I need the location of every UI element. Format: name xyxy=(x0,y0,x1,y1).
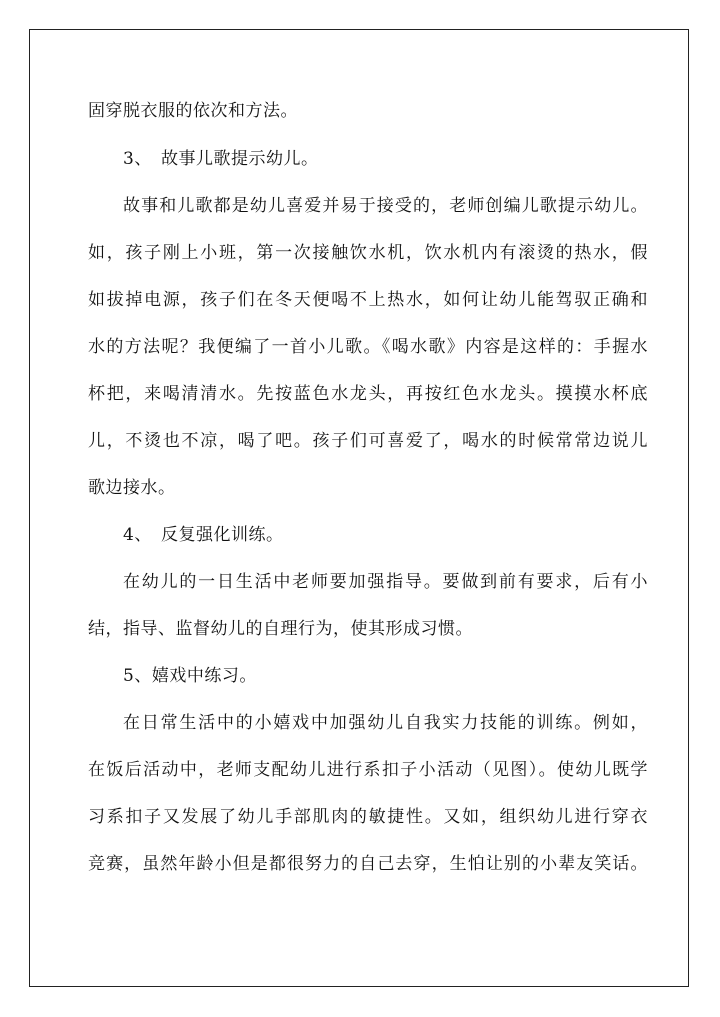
paragraph-line: 杯把，来喝清清水。先按蓝色水龙头，再按红色水龙头。摸摸水杯底 xyxy=(88,384,648,404)
paragraph-line: 在幼儿的一日生活中老师要加强指导。要做到前有要求，后有小 xyxy=(123,572,648,592)
paragraph-line: 竞赛，虽然年龄小但是都很努力的自己去穿，生怕让别的小辈友笑话。 xyxy=(88,854,648,874)
heading-number: 5、 xyxy=(123,666,152,686)
paragraph-line: 如，孩子刚上小班，第一次接触饮水机，饮水机内有滚烫的热水，假 xyxy=(88,243,648,263)
paragraph-line: 儿，不烫也不凉，喝了吧。孩子们可喜爱了，喝水的时候常常边说儿 xyxy=(88,431,648,451)
heading-number: 3、 xyxy=(123,149,152,169)
section-heading-5 xyxy=(123,665,648,687)
page-border xyxy=(29,29,689,987)
section-heading-3 xyxy=(123,148,648,170)
heading-number: 4、 xyxy=(123,525,152,545)
paragraph-line: 结，指导、监督幼儿的自理行为，使其形成习惯。 xyxy=(88,619,473,639)
heading-text: 嬉戏中练习。 xyxy=(151,666,257,686)
paragraph-line: 在饭后活动中，老师支配幼儿进行系扣子小活动（见图）。使幼儿既学 xyxy=(88,760,648,780)
paragraph-line: 在日常生活中的小嬉戏中加强幼儿自我实力技能的训练。例如， xyxy=(123,713,648,733)
heading-text: 故事儿歌提示幼儿。 xyxy=(161,149,319,169)
section-heading-4 xyxy=(123,524,648,546)
heading-text: 反复强化训练。 xyxy=(161,525,284,545)
paragraph-line: 歌边接水。 xyxy=(88,478,176,498)
paragraph-line: 习系扣子又发展了幼儿手部肌肉的敏捷性。又如，组织幼儿进行穿衣 xyxy=(88,807,648,827)
paragraph-line: 水的方法呢？我便编了一首小儿歌。《喝水歌》内容是这样的：手握水 xyxy=(88,337,648,357)
paragraph-line: 故事和儿歌都是幼儿喜爱并易于接受的，老师创编儿歌提示幼儿。 xyxy=(123,196,648,216)
paragraph-line: 固穿脱衣服的依次和方法。 xyxy=(88,101,298,121)
paragraph-line: 如拔掉电源，孩子们在冬天便喝不上热水，如何让幼儿能驾驭正确和 xyxy=(88,290,648,310)
